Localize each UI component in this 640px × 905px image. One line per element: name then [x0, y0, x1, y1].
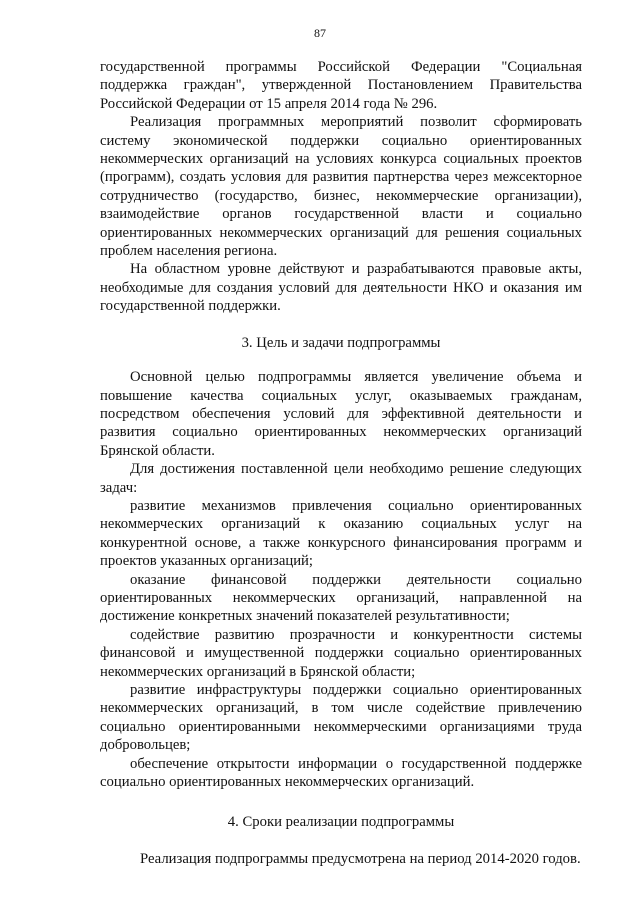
paragraph-program-reference: государственной программы Российской Федерации "Социальная поддержка граждан", утвержденной Постановлением Правительства Российской Федерации от 15 апреля 2014 года № 296.	[100, 59, 582, 112]
section-heading-terms: 4. Сроки реализации подпрограммы	[227, 814, 455, 831]
paragraph-program-measures: Реализация программных мероприятий позволит сформировать систему экономической поддержки социально ориентированных некоммерческих организаций на условиях конкурса социальных проектов (программ), создать условия для развития партнерства через межсекторное сотрудничество (государство, бизнес, некоммерческие организации), взаимодействие органов государственной власти и социально ориентированных некоммерческих организаций для решения социальных проблем населения региона.	[100, 114, 582, 260]
task-item-5: обеспечение открытости информации о государственной поддержке социально ориентированных некоммерческих организаций.	[100, 755, 582, 791]
paragraph-terms: Реализация подпрограммы предусмотрена на период 2014-2020 годов.	[140, 850, 581, 867]
document-body	[100, 58, 582, 868]
task-item-2: оказание финансовой поддержки деятельности социально ориентированных некоммерческих организаций, направленной на достижение конкретных значений показателей результативности;	[100, 571, 582, 625]
task-item-1: развитие механизмов привлечения социально ориентированных некоммерческих организаций к оказанию социальных услуг на конкурентной основе, а также конкурсного финансирования программ и проектов указанных организаций;	[100, 497, 582, 570]
paragraph-tasks-intro: Для достижения поставленной цели необходимо решение следующих задач:	[100, 461, 582, 496]
paragraph-main-goal: Основной целью подпрограммы является увеличение объема и повышение качества социальных услуг, оказываемых гражданам, посредством обеспечения условий для эффективной деятельности и развития социально ориентированных некоммерческих организаций Брянской области.	[100, 369, 582, 459]
task-item-4: развитие инфраструктуры поддержки социально ориентированных некоммерческих организаций, в том числе содействие привлечению социально ориентированными некоммерческими организациями труда добровольцев;	[100, 682, 582, 754]
task-item-3: содействие развитию прозрачности и конкурентности системы финансовой и имущественной поддержки социально ориентированных некоммерческих организаций в Брянской области;	[100, 626, 582, 680]
page-number: 87	[314, 26, 326, 40]
paragraph-legal-acts: На областном уровне действуют и разрабатываются правовые акты, необходимые для создания условий для деятельности НКО и оказания им государственной поддержки.	[100, 261, 582, 315]
section-heading-goals: 3. Цель и задачи подпрограммы	[241, 334, 441, 351]
